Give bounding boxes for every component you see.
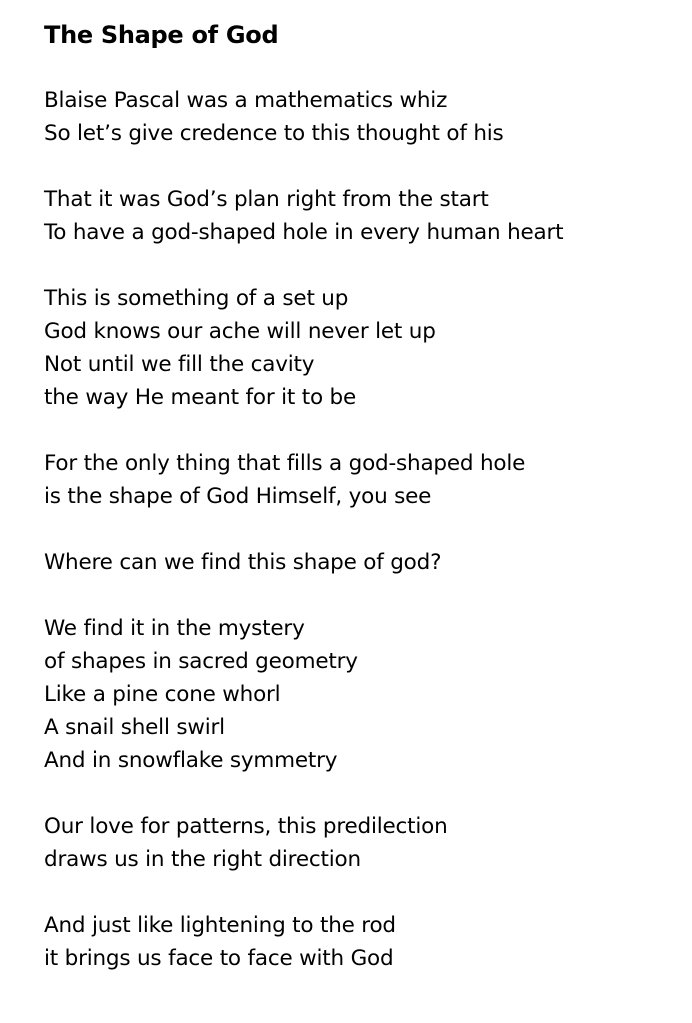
poem-page — [44, 18, 674, 1008]
poem-line: Like a pine cone whorl — [44, 682, 281, 707]
poem-line: Our love for patterns, this predilection — [44, 814, 448, 839]
poem-line: A snail shell swirl — [44, 715, 225, 740]
stanza — [44, 282, 674, 414]
poem-line: of shapes in sacred geometry — [44, 649, 358, 674]
poem-title: The Shape of God — [44, 21, 279, 49]
stanza — [44, 546, 674, 579]
poem-line: Blaise Pascal was a mathematics whiz — [44, 88, 448, 113]
poem-line: Where can we find this shape of god? — [44, 550, 442, 575]
poem-line: Not until we fill the cavity — [44, 352, 315, 377]
poem-line: And in snowflake symmetry — [44, 748, 338, 773]
poem-line: That it was God’s plan right from the start — [44, 187, 489, 212]
poem-line: And just like lightening to the rod — [44, 913, 396, 938]
poem-line: is the shape of God Himself, you see — [44, 484, 432, 509]
stanza — [44, 183, 674, 249]
poem-line: draws us in the right direction — [44, 847, 361, 872]
stanza — [44, 612, 674, 777]
poem-line: For the only thing that fills a god-shaped hole — [44, 451, 526, 476]
poem-line: This is something of a set up — [44, 286, 349, 311]
stanza — [44, 909, 674, 975]
poem-line: So let’s give credence to this thought of his — [44, 121, 504, 146]
stanza — [44, 447, 674, 513]
stanza — [44, 810, 674, 876]
stanza — [44, 84, 674, 150]
poem-line: We find it in the mystery — [44, 616, 305, 641]
poem-line: it brings us face to face with God — [44, 946, 394, 971]
poem-line: the way He meant for it to be — [44, 385, 357, 410]
poem-line: To have a god-shaped hole in every human heart — [44, 220, 564, 245]
poem-line: God knows our ache will never let up — [44, 319, 436, 344]
